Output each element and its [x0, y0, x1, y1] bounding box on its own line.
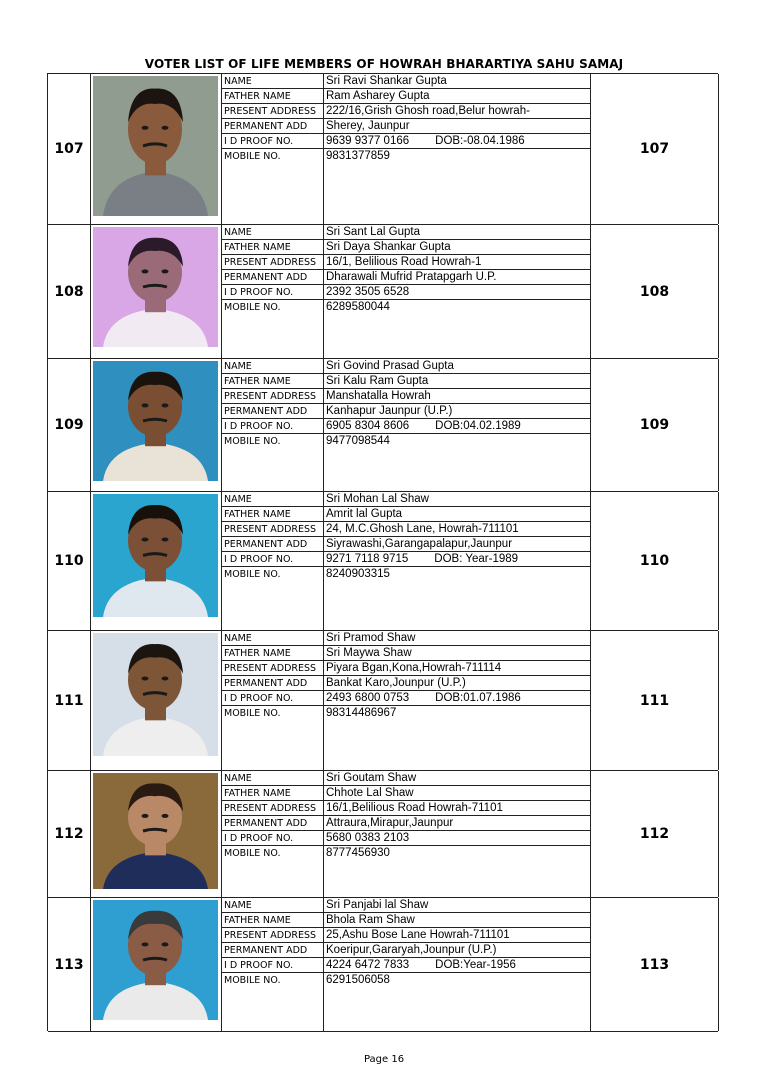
field-label-mobile: MOBILE NO.: [224, 436, 281, 447]
field-label-father: FATHER NAME: [222, 913, 323, 928]
field-value-permanent: Bankat Karo,Jounpur (U.P.): [324, 676, 590, 691]
field-value-id: [324, 134, 590, 149]
id-proof-number: 2392 3505 6528: [326, 286, 410, 298]
field-value-name: Sri Panjabi lal Shaw: [324, 898, 590, 913]
field-value-father: Ram Asharey Gupta: [324, 89, 590, 104]
field-label-idproof: I D PROOF NO.: [222, 134, 323, 149]
field-value-mobile: 98314486967: [326, 707, 397, 719]
member-record: [48, 225, 718, 359]
serial-number: 107: [48, 74, 91, 224]
photo-cell: [91, 225, 222, 358]
id-proof-number: 9271 7118 9715: [326, 553, 409, 565]
member-photo: [93, 900, 218, 1020]
field-label-idproof: I D PROOF NO.: [222, 285, 323, 300]
field-label-name: NAME: [222, 225, 323, 240]
member-record: [48, 359, 718, 492]
field-label-permanent: PERMANENT ADD: [222, 119, 323, 134]
field-label-permanent: PERMANENT ADD: [222, 537, 323, 552]
field-value-permanent: Dharawali Mufrid Pratapgarh U.P.: [324, 270, 590, 285]
field-value-present: Manshatalla Howrah: [324, 389, 590, 404]
field-value-permanent: Sherey, Jaunpur: [324, 119, 590, 134]
serial-number-right: 109: [591, 359, 719, 491]
field-label-father: FATHER NAME: [222, 646, 323, 661]
member-record: [48, 898, 718, 1032]
field-label-idproof: I D PROOF NO.: [222, 552, 323, 567]
member-record: [48, 74, 718, 225]
field-values: [324, 492, 591, 630]
page-number: Page 16: [363, 1054, 405, 1065]
field-value-name: Sri Ravi Shankar Gupta: [324, 74, 590, 89]
field-value-name: Sri Govind Prasad Gupta: [324, 359, 590, 374]
serial-number-right: 112: [591, 771, 719, 897]
field-label-mobile: MOBILE NO.: [224, 708, 281, 719]
field-value-mobile: 9831377859: [326, 150, 390, 162]
field-label-permanent: PERMANENT ADD: [222, 943, 323, 958]
field-value-id: [324, 419, 590, 434]
field-labels: [222, 225, 324, 358]
field-label-name: NAME: [222, 771, 323, 786]
field-labels: [222, 771, 324, 897]
field-values: [324, 359, 591, 491]
field-labels: [222, 492, 324, 630]
field-value-name: Sri Pramod Shaw: [324, 631, 590, 646]
photo-cell: [91, 359, 222, 491]
field-label-idproof: I D PROOF NO.: [222, 831, 323, 846]
field-label-father: FATHER NAME: [222, 240, 323, 255]
field-value-id: [324, 691, 590, 706]
serial-number: 111: [48, 631, 91, 770]
serial-number-right: 113: [591, 898, 719, 1031]
field-value-mobile: 6291506058: [326, 974, 390, 986]
field-label-mobile: MOBILE NO.: [224, 975, 281, 986]
photo-cell: [91, 492, 222, 630]
field-label-idproof: I D PROOF NO.: [222, 691, 323, 706]
field-value-id: [324, 958, 590, 973]
field-value-father: Sri Daya Shankar Gupta: [324, 240, 590, 255]
photo-cell: [91, 898, 222, 1031]
field-values: [324, 631, 591, 770]
id-proof-number: 5680 0383 2103: [326, 832, 410, 844]
field-label-present: PRESENT ADDRESS: [222, 255, 323, 270]
field-value-present: 16/1, Belilious Road Howrah-1: [324, 255, 590, 270]
member-photo: [93, 773, 218, 889]
serial-number: 113: [48, 898, 91, 1031]
id-proof-number: 2493 6800 0753: [326, 692, 410, 704]
field-value-name: Sri Goutam Shaw: [324, 771, 590, 786]
field-values: [324, 225, 591, 358]
date-of-birth: DOB:-08.04.1986: [435, 135, 525, 147]
member-table: [47, 73, 718, 1031]
field-label-permanent: PERMANENT ADD: [222, 404, 323, 419]
field-label-present: PRESENT ADDRESS: [222, 661, 323, 676]
serial-number: 108: [48, 225, 91, 358]
field-value-mobile: 6289580044: [326, 301, 390, 313]
field-value-present: 25,Ashu Bose Lane Howrah-711101: [324, 928, 590, 943]
field-label-father: FATHER NAME: [222, 89, 323, 104]
serial-number-right: 108: [591, 225, 719, 358]
field-label-present: PRESENT ADDRESS: [222, 104, 323, 119]
field-label-idproof: I D PROOF NO.: [222, 419, 323, 434]
field-value-mobile: 8240903315: [326, 568, 390, 580]
field-value-mobile: 8777456930: [326, 847, 390, 859]
field-label-mobile: MOBILE NO.: [224, 848, 281, 859]
field-value-id: [324, 831, 590, 846]
field-label-mobile: MOBILE NO.: [224, 302, 281, 313]
date-of-birth: DOB:Year-1956: [435, 959, 516, 971]
id-proof-number: 9639 9377 0166: [326, 135, 410, 147]
field-values: [324, 74, 591, 224]
field-value-father: Amrit lal Gupta: [324, 507, 590, 522]
field-label-mobile: MOBILE NO.: [224, 569, 281, 580]
member-photo: [93, 633, 218, 756]
member-record: [48, 771, 718, 898]
field-value-permanent: Kanhapur Jaunpur (U.P.): [324, 404, 590, 419]
field-label-permanent: PERMANENT ADD: [222, 676, 323, 691]
field-value-permanent: Koeripur,Gararyah,Jounpur (U.P.): [324, 943, 590, 958]
field-label-name: NAME: [222, 359, 323, 374]
field-values: [324, 898, 591, 1031]
field-label-present: PRESENT ADDRESS: [222, 389, 323, 404]
field-value-father: Bhola Ram Shaw: [324, 913, 590, 928]
field-label-name: NAME: [222, 74, 323, 89]
field-value-permanent: Attraura,Mirapur,Jaunpur: [324, 816, 590, 831]
serial-number-right: 107: [591, 74, 719, 224]
field-value-mobile: 9477098544: [326, 435, 390, 447]
field-label-name: NAME: [222, 898, 323, 913]
field-value-permanent: Siyrawashi,Garangapalapur,Jaunpur: [324, 537, 590, 552]
serial-number: 112: [48, 771, 91, 897]
field-label-father: FATHER NAME: [222, 374, 323, 389]
member-record: [48, 492, 718, 631]
member-photo: [93, 494, 218, 617]
serial-number: 110: [48, 492, 91, 630]
field-labels: [222, 74, 324, 224]
field-value-present: Piyara Bgan,Kona,Howrah-711114: [324, 661, 590, 676]
field-label-father: FATHER NAME: [222, 507, 323, 522]
field-label-permanent: PERMANENT ADD: [222, 270, 323, 285]
date-of-birth: DOB:04.02.1989: [435, 420, 521, 432]
photo-cell: [91, 771, 222, 897]
field-label-present: PRESENT ADDRESS: [222, 522, 323, 537]
field-label-name: NAME: [222, 492, 323, 507]
field-label-mobile: MOBILE NO.: [224, 151, 281, 162]
field-label-idproof: I D PROOF NO.: [222, 958, 323, 973]
field-value-id: [324, 552, 590, 567]
date-of-birth: DOB: Year-1989: [434, 553, 519, 565]
field-labels: [222, 631, 324, 770]
photo-cell: [91, 631, 222, 770]
field-label-present: PRESENT ADDRESS: [222, 801, 323, 816]
serial-number: 109: [48, 359, 91, 491]
date-of-birth: DOB:01.07.1986: [435, 692, 521, 704]
page-title: VOTER LIST OF LIFE MEMBERS OF HOWRAH BHARARTIYA SAHU SAMAJ: [144, 57, 624, 71]
field-values: [324, 771, 591, 897]
member-photo: [93, 227, 218, 347]
field-value-present: 16/1,Belilious Road Howrah-71101: [324, 801, 590, 816]
photo-cell: [91, 74, 222, 224]
field-label-father: FATHER NAME: [222, 786, 323, 801]
field-value-id: [324, 285, 590, 300]
field-label-name: NAME: [222, 631, 323, 646]
member-photo: [93, 361, 218, 481]
field-value-name: Sri Mohan Lal Shaw: [324, 492, 590, 507]
field-labels: [222, 898, 324, 1031]
member-record: [48, 631, 718, 771]
id-proof-number: 4224 6472 7833: [326, 959, 410, 971]
field-value-father: Sri Maywa Shaw: [324, 646, 590, 661]
field-value-father: Chhote Lal Shaw: [324, 786, 590, 801]
field-value-present: 24, M.C.Ghosh Lane, Howrah-711101: [324, 522, 590, 537]
id-proof-number: 6905 8304 8606: [326, 420, 410, 432]
field-label-permanent: PERMANENT ADD: [222, 816, 323, 831]
field-value-name: Sri Sant Lal Gupta: [324, 225, 590, 240]
field-label-present: PRESENT ADDRESS: [222, 928, 323, 943]
field-labels: [222, 359, 324, 491]
serial-number-right: 111: [591, 631, 719, 770]
field-value-present: 222/16,Grish Ghosh road,Belur howrah-: [324, 104, 590, 119]
serial-number-right: 110: [591, 492, 719, 630]
member-photo: [93, 76, 218, 216]
field-value-father: Sri Kalu Ram Gupta: [324, 374, 590, 389]
